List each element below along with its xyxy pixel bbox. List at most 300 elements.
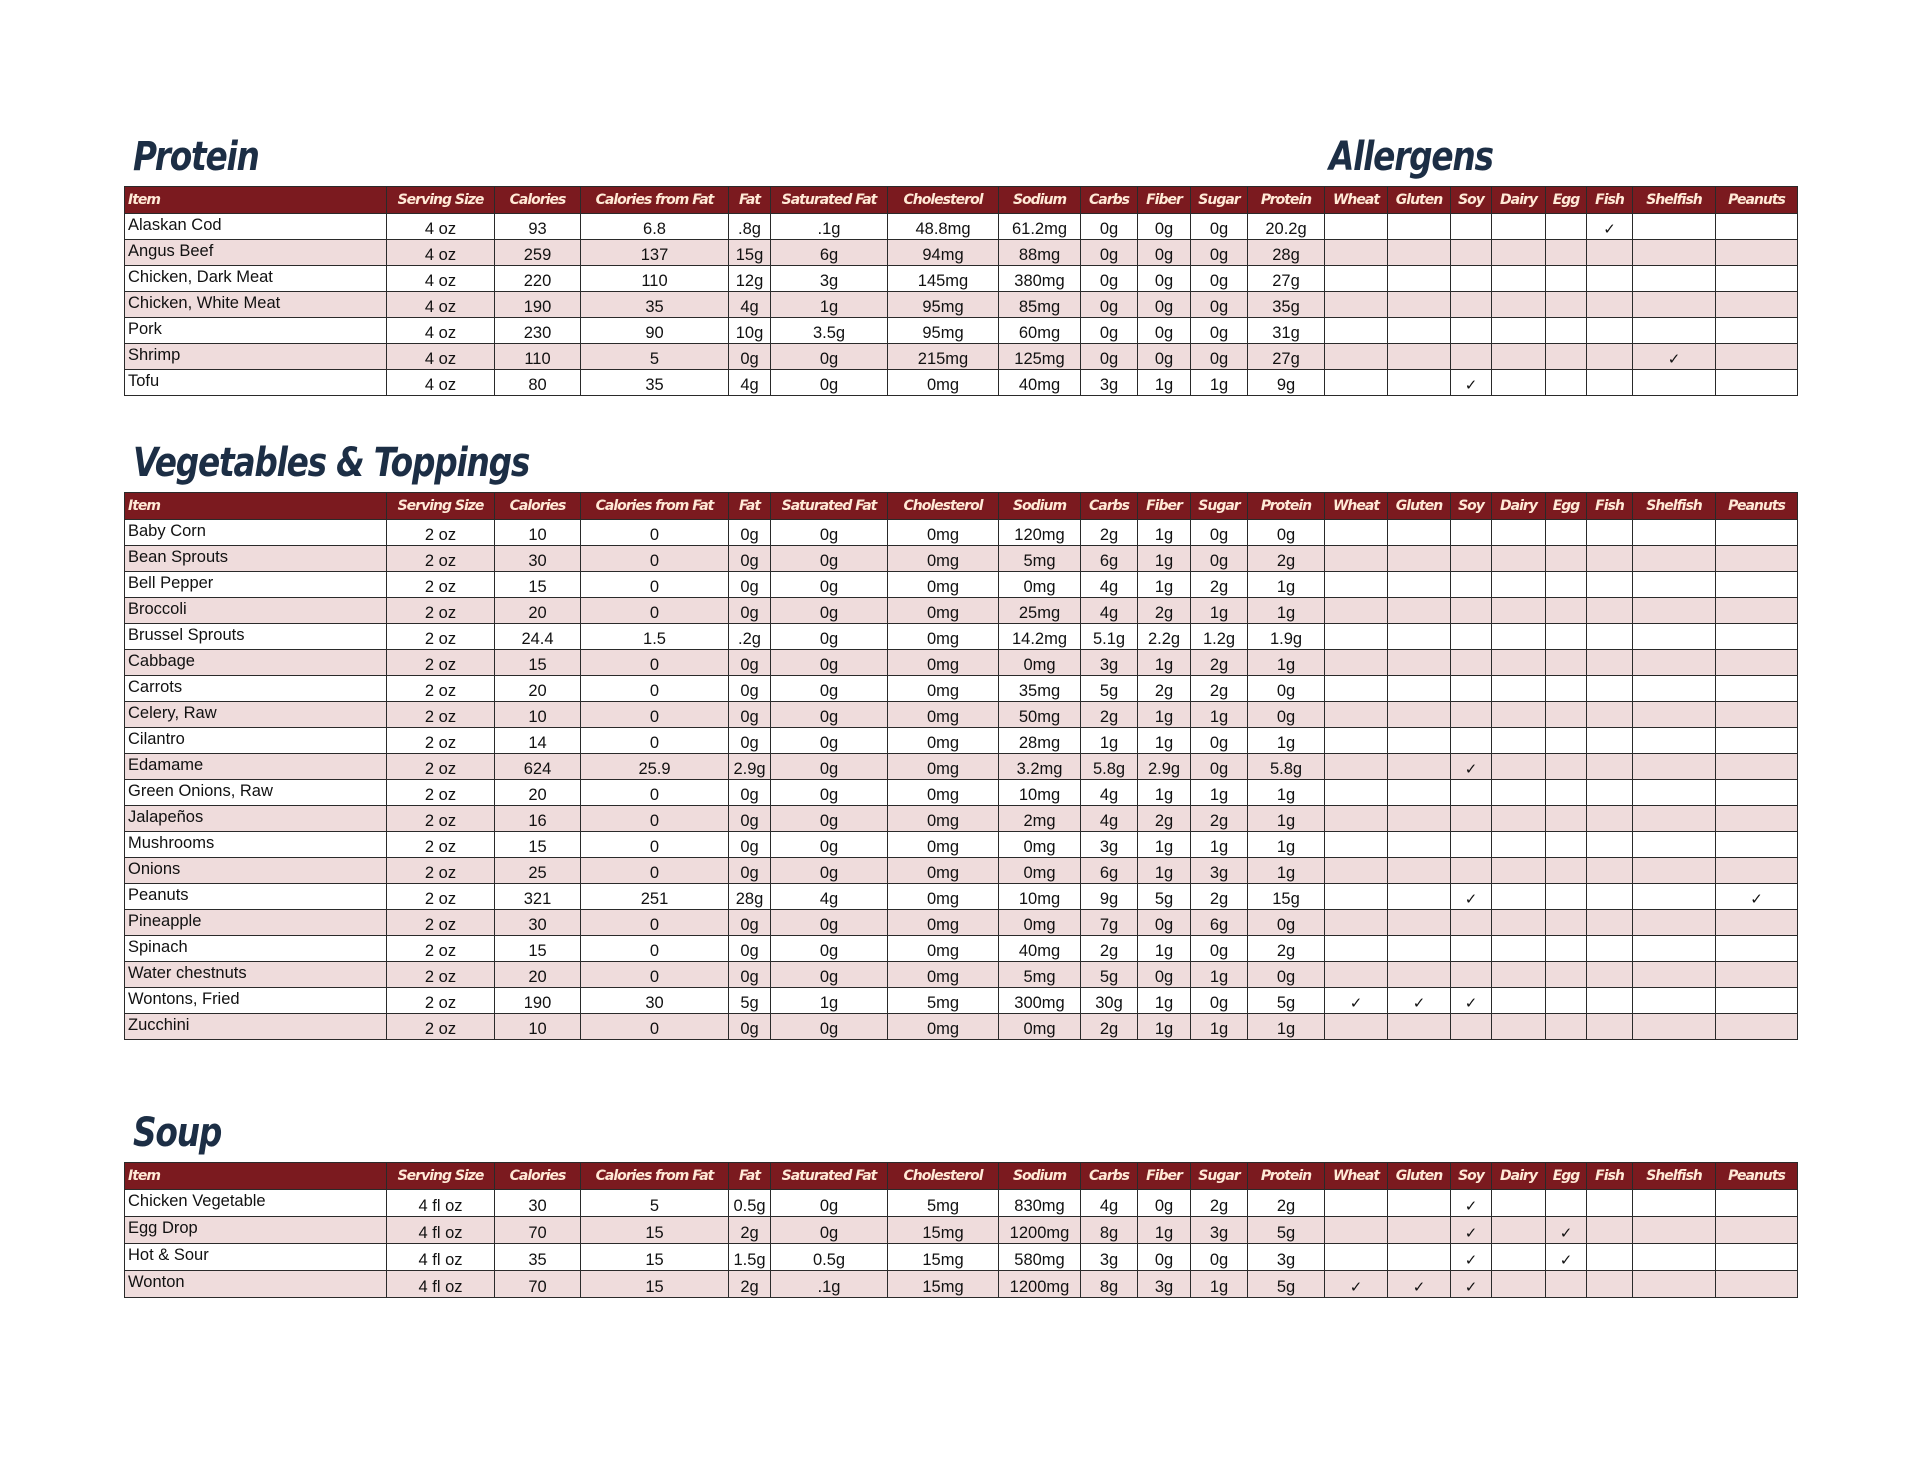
cell-serving-size: 4 oz (387, 344, 495, 370)
cell-egg (1546, 858, 1587, 884)
cell-saturated-fat: .1g (771, 1271, 888, 1298)
cell-saturated-fat: .1g (771, 214, 888, 240)
cell-peanuts (1716, 1217, 1798, 1244)
header-cholesterol: Cholesterol (888, 1163, 999, 1190)
header-item: Item (125, 493, 387, 520)
cell-calories: 20 (495, 598, 581, 624)
cell-item: Peanuts (125, 884, 387, 910)
cell-shellfish (1633, 598, 1716, 624)
cell-shellfish (1633, 266, 1716, 292)
cell-egg (1546, 806, 1587, 832)
header-dairy: Dairy (1492, 187, 1546, 214)
cell-protein: 1g (1248, 598, 1325, 624)
cell-peanuts (1716, 1014, 1798, 1040)
cell-soy (1451, 1244, 1492, 1271)
cell-fat: 0g (729, 780, 771, 806)
cell-fish (1587, 1190, 1633, 1217)
soup-table (124, 1162, 1798, 1298)
cell-fish (1587, 884, 1633, 910)
cell-dairy (1492, 266, 1546, 292)
cell-dairy (1492, 1271, 1546, 1298)
cell-wheat (1325, 754, 1388, 780)
cell-item: Wonton (125, 1271, 387, 1298)
cell-sugar: 2g (1191, 1190, 1248, 1217)
header-fat: Fat (729, 493, 771, 520)
header-saturated-fat: Saturated Fat (771, 1163, 888, 1190)
cell-egg (1546, 988, 1587, 1014)
cell-dairy (1492, 370, 1546, 396)
cell-calories-from-fat: 251 (581, 884, 729, 910)
cell-egg (1546, 344, 1587, 370)
cell-calories-from-fat: 35 (581, 292, 729, 318)
header-gluten: Gluten (1388, 493, 1451, 520)
header-sodium: Sodium (999, 493, 1081, 520)
cell-egg (1546, 292, 1587, 318)
cell-sugar: 2g (1191, 650, 1248, 676)
cell-egg (1546, 832, 1587, 858)
cell-calories-from-fat: 0 (581, 962, 729, 988)
cell-fat: 28g (729, 884, 771, 910)
cell-fat: 0g (729, 520, 771, 546)
cell-serving-size: 2 oz (387, 702, 495, 728)
cell-egg (1546, 318, 1587, 344)
header-fiber: Fiber (1138, 187, 1191, 214)
cell-sugar: 1g (1191, 702, 1248, 728)
header-sodium: Sodium (999, 1163, 1081, 1190)
cell-shellfish (1633, 344, 1716, 370)
cell-gluten (1388, 884, 1451, 910)
header-sugar: Sugar (1191, 1163, 1248, 1190)
cell-soy (1451, 370, 1492, 396)
cell-shellfish (1633, 520, 1716, 546)
cell-serving-size: 2 oz (387, 598, 495, 624)
header-fiber: Fiber (1138, 1163, 1191, 1190)
cell-saturated-fat: 4g (771, 884, 888, 910)
cell-gluten (1388, 266, 1451, 292)
cell-sodium: 50mg (999, 702, 1081, 728)
header-fish: Fish (1587, 493, 1633, 520)
cell-dairy (1492, 858, 1546, 884)
header-protein: Protein (1248, 187, 1325, 214)
table-row (125, 292, 1798, 318)
cell-protein: 9g (1248, 370, 1325, 396)
cell-sodium: 125mg (999, 344, 1081, 370)
cell-carbs: 3g (1081, 650, 1138, 676)
allergens-title: Allergens (1329, 134, 1493, 180)
cell-fiber: 1g (1138, 988, 1191, 1014)
cell-sodium: 60mg (999, 318, 1081, 344)
cell-dairy (1492, 936, 1546, 962)
header-wheat: Wheat (1325, 1163, 1388, 1190)
cell-soy (1451, 624, 1492, 650)
cell-fat: 1.5g (729, 1244, 771, 1271)
cell-carbs: 4g (1081, 806, 1138, 832)
cell-wheat (1325, 806, 1388, 832)
cell-shellfish (1633, 832, 1716, 858)
cell-shellfish (1633, 910, 1716, 936)
cell-calories: 20 (495, 962, 581, 988)
cell-dairy (1492, 806, 1546, 832)
cell-item: Baby Corn (125, 520, 387, 546)
cell-sugar: 0g (1191, 266, 1248, 292)
cell-fish (1587, 520, 1633, 546)
cell-shellfish (1633, 936, 1716, 962)
cell-calories-from-fat: 5 (581, 344, 729, 370)
cell-wheat (1325, 370, 1388, 396)
header-egg: Egg (1546, 1163, 1587, 1190)
cell-serving-size: 4 oz (387, 266, 495, 292)
header-row (125, 1163, 1798, 1190)
cell-fat: 0g (729, 650, 771, 676)
cell-fish (1587, 572, 1633, 598)
table-row (125, 266, 1798, 292)
cell-fish (1587, 292, 1633, 318)
header-shellfish: Shelfish (1633, 493, 1716, 520)
cell-peanuts (1716, 1190, 1798, 1217)
cell-gluten (1388, 344, 1451, 370)
cell-protein: 5g (1248, 1271, 1325, 1298)
cell-egg (1546, 624, 1587, 650)
header-serving-size: Serving Size (387, 1163, 495, 1190)
cell-calories-from-fat: 0 (581, 858, 729, 884)
table-row (125, 884, 1798, 910)
cell-gluten (1388, 318, 1451, 344)
cell-carbs: 5.8g (1081, 754, 1138, 780)
cell-peanuts (1716, 520, 1798, 546)
cell-item: Chicken, White Meat (125, 292, 387, 318)
cell-egg (1546, 650, 1587, 676)
cell-sodium: 14.2mg (999, 624, 1081, 650)
cell-fiber: 1g (1138, 650, 1191, 676)
cell-sodium: 0mg (999, 572, 1081, 598)
cell-sugar: 1g (1191, 370, 1248, 396)
cell-sodium: 28mg (999, 728, 1081, 754)
cell-item: Green Onions, Raw (125, 780, 387, 806)
cell-fish (1587, 728, 1633, 754)
cell-cholesterol: 0mg (888, 598, 999, 624)
cell-wheat (1325, 1190, 1388, 1217)
cell-item: Alaskan Cod (125, 214, 387, 240)
cell-egg (1546, 910, 1587, 936)
cell-fish (1587, 780, 1633, 806)
cell-cholesterol: 48.8mg (888, 214, 999, 240)
header-fat: Fat (729, 1163, 771, 1190)
cell-protein: 1g (1248, 806, 1325, 832)
cell-serving-size: 4 fl oz (387, 1271, 495, 1298)
check-icon: ✓ (1559, 1224, 1573, 1242)
cell-soy (1451, 962, 1492, 988)
header-calories-from-fat: Calories from Fat (581, 187, 729, 214)
cell-carbs: 7g (1081, 910, 1138, 936)
cell-shellfish (1633, 676, 1716, 702)
cell-calories-from-fat: 90 (581, 318, 729, 344)
cell-fiber: 0g (1138, 266, 1191, 292)
cell-wheat (1325, 910, 1388, 936)
cell-item: Wontons, Fried (125, 988, 387, 1014)
cell-egg (1546, 1014, 1587, 1040)
cell-fat: 0g (729, 702, 771, 728)
cell-dairy (1492, 1217, 1546, 1244)
cell-fish (1587, 1271, 1633, 1298)
cell-shellfish (1633, 624, 1716, 650)
cell-carbs: 3g (1081, 1244, 1138, 1271)
table-row (125, 598, 1798, 624)
check-icon: ✓ (1412, 994, 1426, 1012)
cell-carbs: 2g (1081, 702, 1138, 728)
cell-fiber: 1g (1138, 370, 1191, 396)
table-row (125, 858, 1798, 884)
cell-carbs: 3g (1081, 370, 1138, 396)
cell-protein: 0g (1248, 910, 1325, 936)
header-sugar: Sugar (1191, 493, 1248, 520)
table-row (125, 370, 1798, 396)
cell-saturated-fat: 0g (771, 1190, 888, 1217)
cell-dairy (1492, 1244, 1546, 1271)
cell-dairy (1492, 344, 1546, 370)
cell-gluten (1388, 1217, 1451, 1244)
cell-protein: 5g (1248, 988, 1325, 1014)
cell-serving-size: 2 oz (387, 520, 495, 546)
cell-calories: 190 (495, 988, 581, 1014)
cell-fiber: 0g (1138, 214, 1191, 240)
cell-fish (1587, 240, 1633, 266)
cell-sugar: 2g (1191, 884, 1248, 910)
cell-fat: 0g (729, 728, 771, 754)
cell-shellfish (1633, 1014, 1716, 1040)
cell-sugar: 3g (1191, 858, 1248, 884)
table-row (125, 962, 1798, 988)
header-dairy: Dairy (1492, 1163, 1546, 1190)
header-soy: Soy (1451, 493, 1492, 520)
cell-calories: 30 (495, 546, 581, 572)
cell-peanuts (1716, 806, 1798, 832)
cell-wheat (1325, 780, 1388, 806)
cell-shellfish (1633, 780, 1716, 806)
cell-sugar: 0g (1191, 520, 1248, 546)
check-icon: ✓ (1464, 1224, 1478, 1242)
header-shellfish: Shelfish (1633, 1163, 1716, 1190)
cell-dairy (1492, 598, 1546, 624)
cell-sodium: 0mg (999, 832, 1081, 858)
cell-serving-size: 2 oz (387, 780, 495, 806)
cell-soy (1451, 676, 1492, 702)
cell-item: Zucchini (125, 1014, 387, 1040)
cell-item: Bell Pepper (125, 572, 387, 598)
cell-fiber: 0g (1138, 292, 1191, 318)
check-icon: ✓ (1464, 1251, 1478, 1269)
cell-fiber: 0g (1138, 962, 1191, 988)
cell-wheat (1325, 572, 1388, 598)
cell-calories: 321 (495, 884, 581, 910)
cell-carbs: 2g (1081, 520, 1138, 546)
cell-item: Spinach (125, 936, 387, 962)
check-icon: ✓ (1667, 350, 1681, 368)
cell-fish (1587, 370, 1633, 396)
cell-calories: 70 (495, 1271, 581, 1298)
cell-wheat (1325, 292, 1388, 318)
cell-carbs: 6g (1081, 546, 1138, 572)
cell-fat: 12g (729, 266, 771, 292)
cell-wheat (1325, 728, 1388, 754)
cell-egg (1546, 1217, 1587, 1244)
cell-calories-from-fat: 0 (581, 806, 729, 832)
vegetables-table (124, 492, 1798, 1040)
cell-shellfish (1633, 988, 1716, 1014)
cell-fiber: 1g (1138, 858, 1191, 884)
cell-fiber: 3g (1138, 1271, 1191, 1298)
cell-calories-from-fat: 0 (581, 910, 729, 936)
cell-protein: 0g (1248, 702, 1325, 728)
header-calories-from-fat: Calories from Fat (581, 1163, 729, 1190)
cell-cholesterol: 15mg (888, 1244, 999, 1271)
cell-wheat (1325, 266, 1388, 292)
cell-sugar: 1g (1191, 1014, 1248, 1040)
table-row (125, 728, 1798, 754)
cell-carbs: 8g (1081, 1217, 1138, 1244)
cell-egg (1546, 962, 1587, 988)
cell-sodium: 0mg (999, 858, 1081, 884)
cell-fat: 0g (729, 858, 771, 884)
cell-calories: 25 (495, 858, 581, 884)
cell-shellfish (1633, 370, 1716, 396)
cell-shellfish (1633, 1271, 1716, 1298)
cell-saturated-fat: 0g (771, 702, 888, 728)
cell-saturated-fat: 0g (771, 832, 888, 858)
table-row (125, 1190, 1798, 1217)
cell-serving-size: 2 oz (387, 910, 495, 936)
cell-soy (1451, 572, 1492, 598)
cell-protein: 15g (1248, 884, 1325, 910)
vegetables-title: Vegetables & Toppings (133, 440, 530, 486)
cell-fiber: 2.9g (1138, 754, 1191, 780)
cell-egg (1546, 370, 1587, 396)
cell-dairy (1492, 520, 1546, 546)
cell-peanuts (1716, 936, 1798, 962)
cell-calories-from-fat: 110 (581, 266, 729, 292)
cell-sodium: 25mg (999, 598, 1081, 624)
cell-serving-size: 2 oz (387, 936, 495, 962)
cell-fish (1587, 676, 1633, 702)
cell-serving-size: 2 oz (387, 728, 495, 754)
cell-fish (1587, 650, 1633, 676)
cell-saturated-fat: 0g (771, 520, 888, 546)
cell-cholesterol: 0mg (888, 780, 999, 806)
header-saturated-fat: Saturated Fat (771, 187, 888, 214)
cell-fish (1587, 988, 1633, 1014)
cell-cholesterol: 0mg (888, 806, 999, 832)
cell-sodium: 1200mg (999, 1271, 1081, 1298)
cell-egg (1546, 676, 1587, 702)
cell-sugar: 0g (1191, 240, 1248, 266)
header-fiber: Fiber (1138, 493, 1191, 520)
cell-dairy (1492, 832, 1546, 858)
cell-wheat (1325, 214, 1388, 240)
cell-shellfish (1633, 318, 1716, 344)
cell-soy (1451, 884, 1492, 910)
cell-peanuts (1716, 624, 1798, 650)
cell-calories-from-fat: 5 (581, 1190, 729, 1217)
cell-fish (1587, 598, 1633, 624)
cell-calories: 30 (495, 910, 581, 936)
cell-protein: 1g (1248, 728, 1325, 754)
header-shellfish: Shelfish (1633, 187, 1716, 214)
cell-fat: 4g (729, 370, 771, 396)
cell-dairy (1492, 702, 1546, 728)
cell-cholesterol: 0mg (888, 962, 999, 988)
cell-protein: 2g (1248, 546, 1325, 572)
table-row (125, 806, 1798, 832)
cell-fat: 2.9g (729, 754, 771, 780)
cell-carbs: 6g (1081, 858, 1138, 884)
cell-sugar: 0g (1191, 936, 1248, 962)
cell-sugar: 6g (1191, 910, 1248, 936)
cell-cholesterol: 0mg (888, 546, 999, 572)
cell-soy (1451, 988, 1492, 1014)
cell-egg (1546, 884, 1587, 910)
cell-sugar: 0g (1191, 1244, 1248, 1271)
cell-peanuts (1716, 988, 1798, 1014)
cell-fish (1587, 1014, 1633, 1040)
cell-carbs: 5.1g (1081, 624, 1138, 650)
cell-sodium: 2mg (999, 806, 1081, 832)
cell-sodium: 0mg (999, 650, 1081, 676)
cell-peanuts (1716, 572, 1798, 598)
cell-cholesterol: 0mg (888, 858, 999, 884)
cell-item: Bean Sprouts (125, 546, 387, 572)
cell-calories: 93 (495, 214, 581, 240)
cell-calories: 30 (495, 1190, 581, 1217)
table-row (125, 780, 1798, 806)
cell-gluten (1388, 1014, 1451, 1040)
cell-saturated-fat: 0g (771, 1014, 888, 1040)
header-wheat: Wheat (1325, 187, 1388, 214)
cell-fish (1587, 266, 1633, 292)
cell-serving-size: 2 oz (387, 858, 495, 884)
cell-saturated-fat: 0g (771, 572, 888, 598)
cell-cholesterol: 94mg (888, 240, 999, 266)
cell-saturated-fat: 0g (771, 910, 888, 936)
cell-sugar: 0g (1191, 344, 1248, 370)
cell-fiber: 1g (1138, 572, 1191, 598)
cell-fiber: 2g (1138, 676, 1191, 702)
cell-carbs: 5g (1081, 962, 1138, 988)
cell-gluten (1388, 910, 1451, 936)
cell-sodium: 61.2mg (999, 214, 1081, 240)
cell-dairy (1492, 910, 1546, 936)
cell-gluten (1388, 240, 1451, 266)
header-fish: Fish (1587, 1163, 1633, 1190)
cell-serving-size: 4 oz (387, 370, 495, 396)
cell-saturated-fat: 3g (771, 266, 888, 292)
cell-cholesterol: 0mg (888, 884, 999, 910)
cell-sugar: 2g (1191, 806, 1248, 832)
cell-calories-from-fat: 0 (581, 780, 729, 806)
cell-serving-size: 4 oz (387, 214, 495, 240)
cell-cholesterol: 95mg (888, 292, 999, 318)
cell-gluten (1388, 702, 1451, 728)
cell-saturated-fat: 0g (771, 344, 888, 370)
cell-wheat (1325, 546, 1388, 572)
cell-calories: 70 (495, 1217, 581, 1244)
check-icon: ✓ (1603, 220, 1616, 238)
cell-cholesterol: 0mg (888, 1014, 999, 1040)
cell-calories-from-fat: 35 (581, 370, 729, 396)
check-icon: ✓ (1349, 1278, 1363, 1296)
cell-carbs: 1g (1081, 728, 1138, 754)
header-cholesterol: Cholesterol (888, 493, 999, 520)
table-row (125, 910, 1798, 936)
cell-shellfish (1633, 728, 1716, 754)
